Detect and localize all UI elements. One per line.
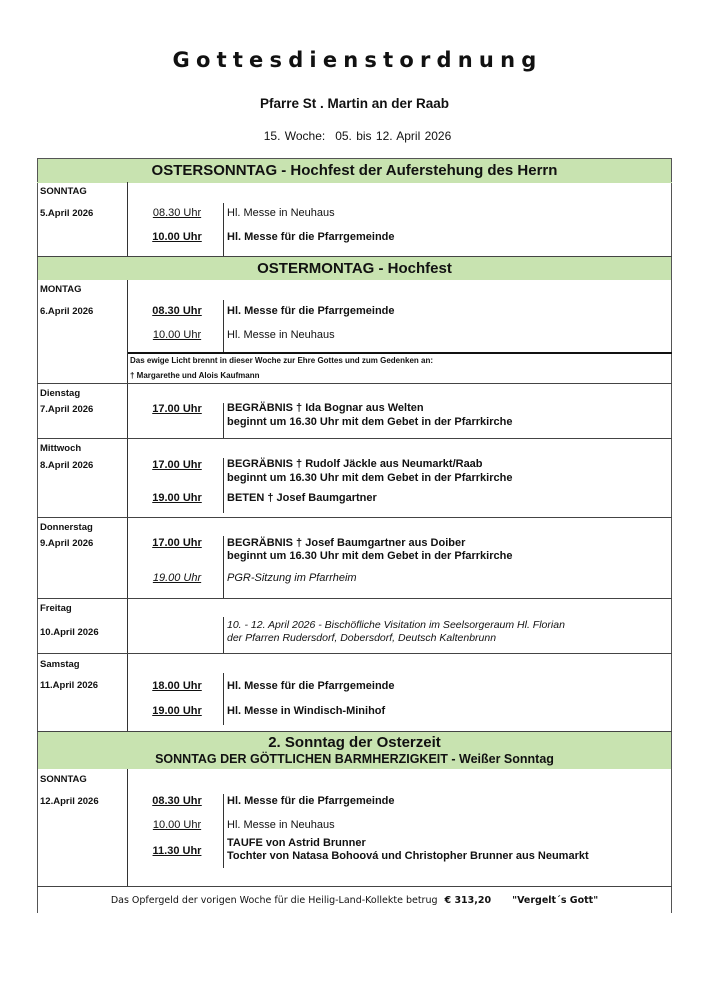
date-label: 8.April 2026 xyxy=(40,460,94,471)
service-description: Hl. Messe in Windisch-Minihof xyxy=(227,705,386,717)
service-time: 18.00 Uhr xyxy=(152,680,202,692)
collection-amount: € 313,20 xyxy=(444,895,492,906)
service-description: Hl. Messe für die Pfarrgemeinde xyxy=(227,305,395,317)
service-time: 17.00 Uhr xyxy=(152,459,202,471)
service-time: 08.30 Uhr xyxy=(152,305,202,317)
weekday-label: Donnerstag xyxy=(40,522,93,533)
service-time: 19.00 Uhr xyxy=(152,492,202,504)
service-time: 17.00 Uhr xyxy=(152,537,202,549)
service-description: BETEN † Josef Baumgartner xyxy=(227,492,377,504)
column-divider xyxy=(127,654,128,731)
week-label: 15. Woche: xyxy=(263,129,326,143)
weekday-label: Dienstag xyxy=(40,388,81,399)
service-description: Hl. Messe für die Pfarrgemeinde xyxy=(227,231,395,243)
service-description: Hl. Messe in Neuhaus xyxy=(227,207,335,219)
weekday-label: SONNTAG xyxy=(40,774,87,785)
page-title: Gottesdienstordnung xyxy=(172,48,543,72)
date-label: 9.April 2026 xyxy=(40,538,94,549)
collection-note xyxy=(38,895,671,906)
column-divider xyxy=(127,599,128,654)
service-title: BEGRÄBNIS † Ida Bognar aus Welten xyxy=(227,402,424,414)
service-description xyxy=(227,619,565,644)
service-description: Hl. Messe für die Pfarrgemeinde xyxy=(227,680,395,692)
column-divider xyxy=(127,182,128,256)
weekday-label: MONTAG xyxy=(40,284,82,295)
date-label: 10.April 2026 xyxy=(40,627,99,638)
service-description: PGR-Sitzung im Pfarrheim xyxy=(227,572,357,584)
section-divider xyxy=(37,598,672,599)
service-description xyxy=(227,837,589,862)
service-title: BEGRÄBNIS † Josef Baumgartner aus Doiber xyxy=(227,537,466,549)
service-time: 10.00 Uhr xyxy=(152,231,202,243)
column-divider xyxy=(127,439,128,517)
section-divider xyxy=(37,886,672,887)
section-divider xyxy=(37,517,672,518)
ewiges-licht-box xyxy=(128,352,672,385)
service-note: Tochter von Natasa Bohoová und Christopher Brunner aus Neumarkt xyxy=(227,850,589,862)
service-description xyxy=(227,458,512,484)
weekday-label: Mittwoch xyxy=(40,443,82,454)
date-label: 5.April 2026 xyxy=(40,208,94,219)
parish-name: Pfarre St . Martin an der Raab xyxy=(259,96,450,111)
service-time: 19.00 Uhr xyxy=(152,705,202,717)
section-divider xyxy=(37,383,672,384)
service-title: BEGRÄBNIS † Rudolf Jäckle aus Neumarkt/Raab xyxy=(227,458,483,470)
service-description: Hl. Messe für die Pfarrgemeinde xyxy=(227,795,395,807)
service-time: 08.30 Uhr xyxy=(152,207,202,219)
date-label: 7.April 2026 xyxy=(40,404,94,415)
date-label: 6.April 2026 xyxy=(40,306,94,317)
service-description xyxy=(227,537,512,562)
ewiges-licht-names: † Margarethe und Alois Kaufmann xyxy=(130,371,260,380)
service-description xyxy=(227,402,512,428)
feast-title: 2. Sonntag der Osterzeit xyxy=(268,734,441,751)
event-title: 10. - 12. April 2026 - Bischöfliche Visitation im Seelsorgeraum Hl. Florian xyxy=(227,619,565,631)
section-divider xyxy=(37,438,672,439)
divider xyxy=(37,182,672,183)
column-divider xyxy=(127,518,128,598)
service-time: 11.30 Uhr xyxy=(152,845,202,857)
service-description: Hl. Messe in Neuhaus xyxy=(227,819,335,831)
service-description: Hl. Messe in Neuhaus xyxy=(227,329,335,341)
service-time: 10.00 Uhr xyxy=(152,329,202,341)
collection-text: Das Opfergeld der vorigen Woche für die Heilig-Land-Kollekte betrug xyxy=(110,895,438,906)
feast-subtitle: SONNTAG DER GÖTTLICHEN BARMHERZIGKEIT - Weißer Sonntag xyxy=(155,752,554,766)
date-label: 12.April 2026 xyxy=(40,796,99,807)
service-time: 19.00 Uhr xyxy=(152,572,202,584)
weekday-label: Samstag xyxy=(40,659,80,670)
feast-band-weisser-sonntag xyxy=(38,732,671,769)
week-range xyxy=(0,129,707,143)
service-note: beginnt um 16.30 Uhr mit dem Gebet in der Pfarrkirche xyxy=(227,472,513,484)
weekday-label: SONNTAG xyxy=(40,186,87,197)
date-label: 11.April 2026 xyxy=(40,680,99,691)
week-dates: 05. bis 12. April 2026 xyxy=(335,129,452,143)
service-note: beginnt um 16.30 Uhr mit dem Gebet in der Pfarrkirche xyxy=(227,550,513,562)
section-divider xyxy=(37,653,672,654)
service-time: 10.00 Uhr xyxy=(152,819,202,831)
feast-band-ostersonntag: OSTERSONNTAG - Hochfest der Auferstehung des Herrn xyxy=(38,159,671,182)
ewiges-licht-text: Das ewige Licht brennt in dieser Woche zur Ehre Gottes und zum Gedenken an: xyxy=(130,356,434,365)
feast-band-ostermontag: OSTERMONTAG - Hochfest xyxy=(38,257,671,280)
table-right-border xyxy=(671,158,672,913)
event-note: der Pfarren Rudersdorf, Dobersdorf, Deutsch Kaltenbrunn xyxy=(227,632,497,644)
service-time: 17.00 Uhr xyxy=(152,403,202,415)
service-title: TAUFE von Astrid Brunner xyxy=(227,837,366,849)
weekday-label: Freitag xyxy=(40,603,72,614)
service-note: beginnt um 16.30 Uhr mit dem Gebet in der Pfarrkirche xyxy=(227,416,513,428)
column-divider xyxy=(223,617,224,654)
service-time: 08.30 Uhr xyxy=(152,795,202,807)
thanks-text: "Vergelt´s Gott" xyxy=(512,895,599,906)
